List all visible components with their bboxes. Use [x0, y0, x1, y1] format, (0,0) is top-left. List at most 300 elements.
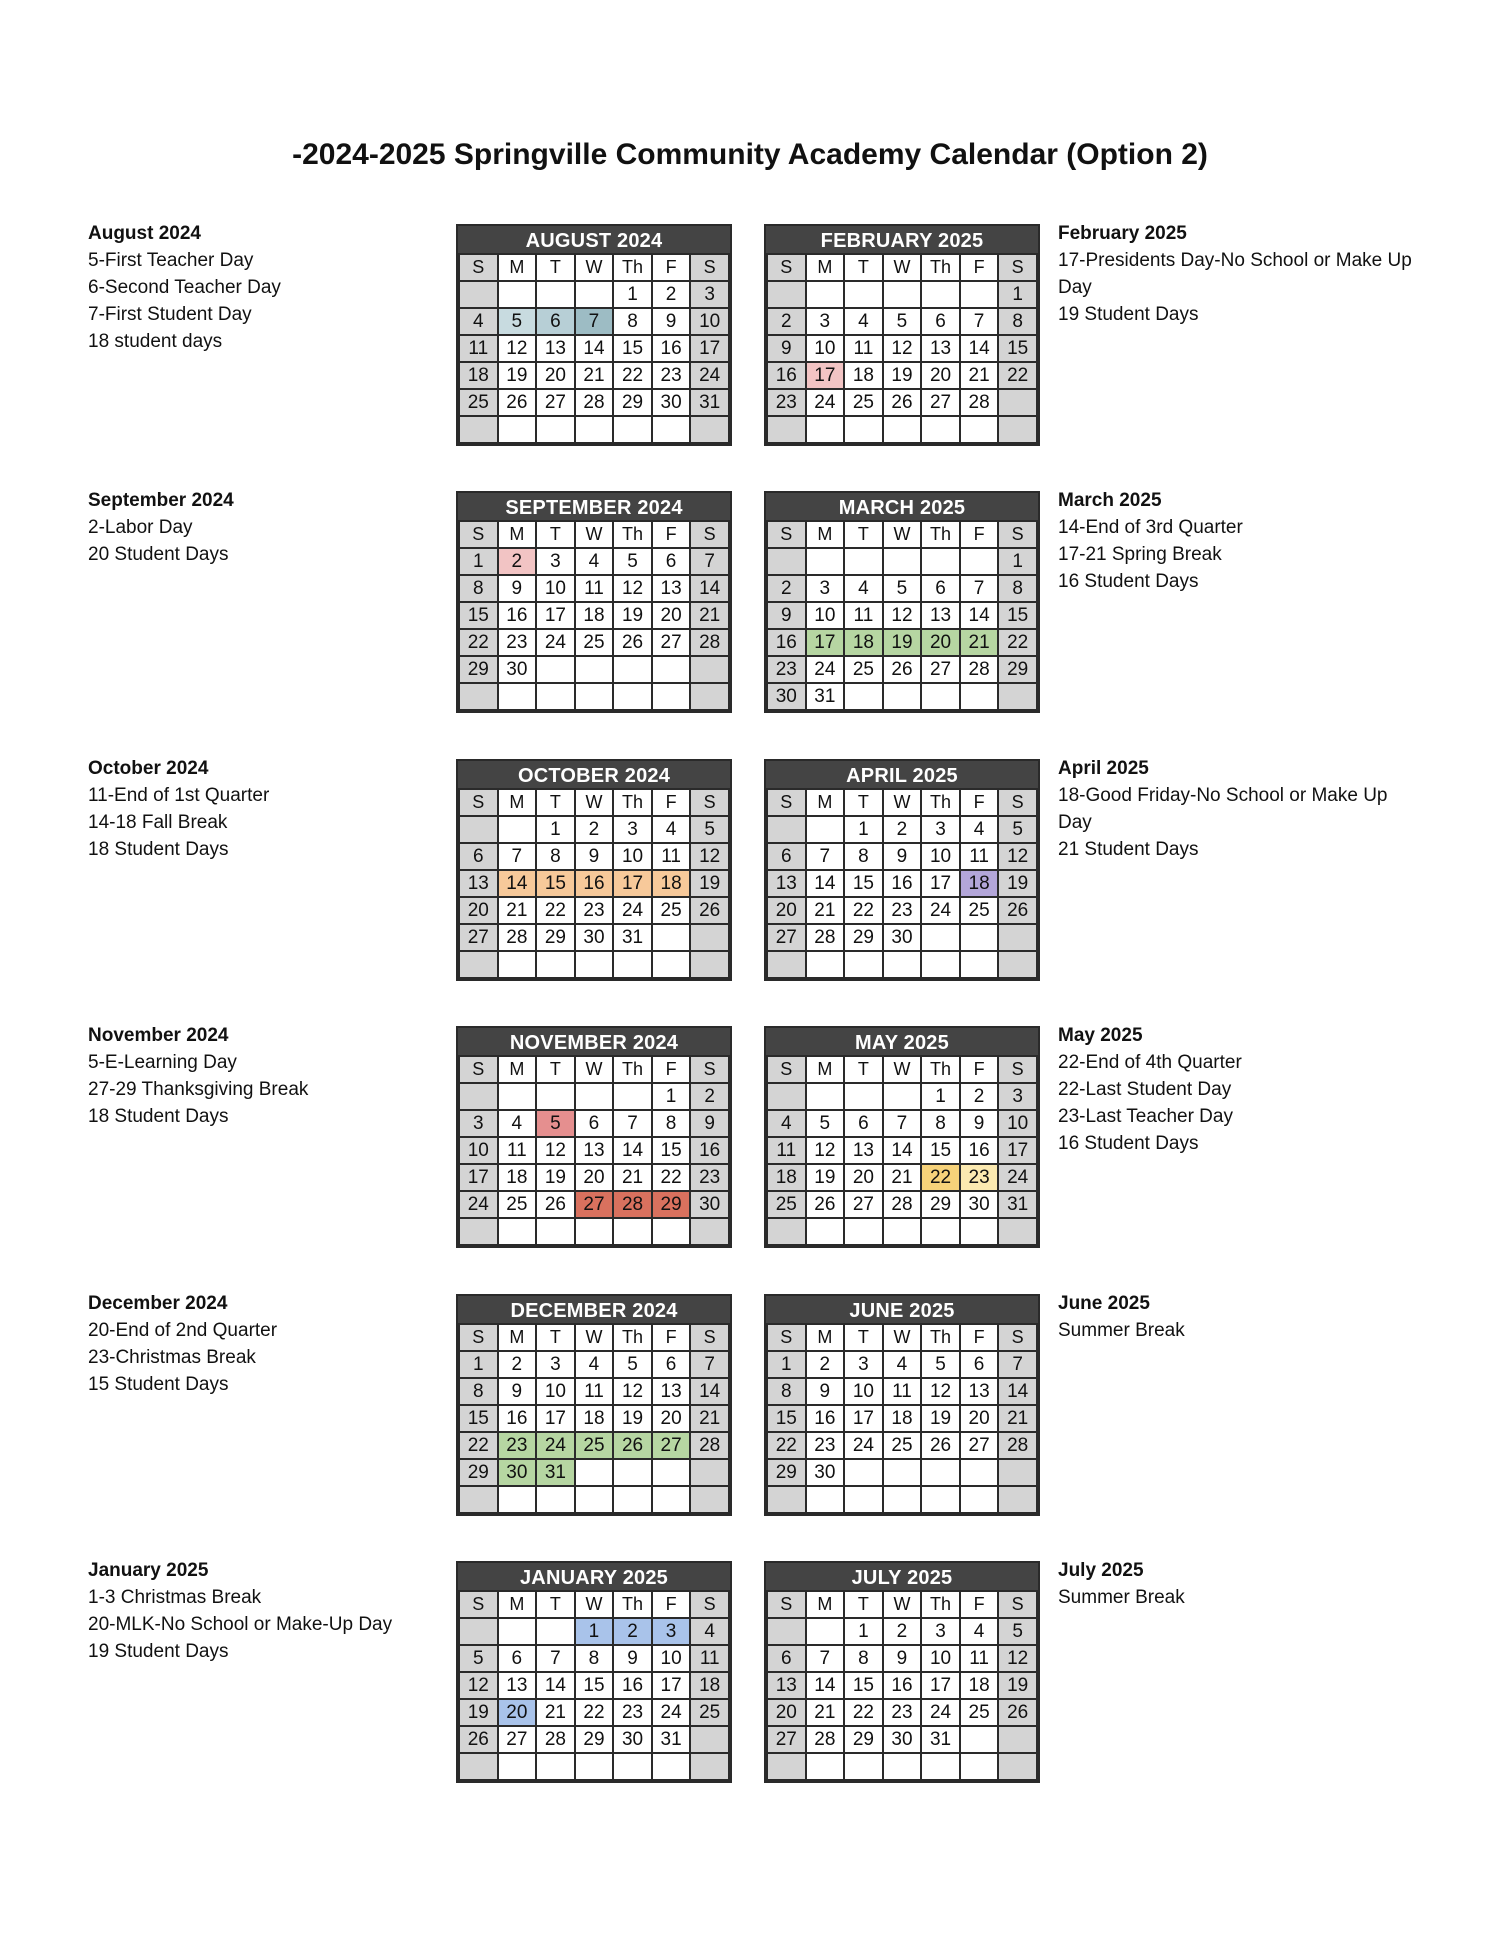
- weekday-label: S: [690, 1056, 729, 1083]
- empty-cell: [498, 1753, 537, 1780]
- day-cell: 28: [498, 924, 537, 951]
- day-cell: 17: [921, 870, 960, 897]
- day-cell: 3: [844, 1351, 883, 1378]
- day-cell: 23: [767, 656, 806, 683]
- weekday-label: W: [575, 789, 614, 816]
- weekday-label: S: [459, 1056, 498, 1083]
- day-cell: 17: [536, 1405, 575, 1432]
- note-march-2025: [1058, 487, 1418, 595]
- day-cell: 25: [960, 1699, 999, 1726]
- day-cell: 20: [921, 629, 960, 656]
- day-cell: 2: [690, 1083, 729, 1110]
- day-cell: 1: [536, 816, 575, 843]
- day-cell: 19: [998, 870, 1037, 897]
- weekday-label: T: [844, 1324, 883, 1351]
- empty-cell: [998, 416, 1037, 443]
- day-cell: 1: [844, 816, 883, 843]
- day-cell: 18: [883, 1405, 922, 1432]
- day-cell: 14: [613, 1137, 652, 1164]
- empty-cell: [998, 1726, 1037, 1753]
- empty-cell: [767, 1486, 806, 1513]
- day-cell: 28: [883, 1191, 922, 1218]
- week-row: [767, 1645, 1037, 1672]
- week-row: [459, 1351, 729, 1378]
- day-cell: 14: [690, 575, 729, 602]
- day-cell: 21: [806, 897, 845, 924]
- day-cell: 30: [767, 683, 806, 710]
- empty-cell: [575, 416, 614, 443]
- day-cell: 18: [960, 1672, 999, 1699]
- week-row: [767, 308, 1037, 335]
- empty-cell: [767, 1618, 806, 1645]
- note-line: 14-18 Fall Break: [88, 812, 228, 833]
- week-row: [767, 683, 1037, 710]
- note-line: 20-MLK-No School or Make-Up Day: [88, 1614, 393, 1635]
- empty-cell: [921, 683, 960, 710]
- day-cell: 12: [613, 1378, 652, 1405]
- week-row: [767, 548, 1037, 575]
- empty-cell: [575, 656, 614, 683]
- day-cell: 10: [536, 575, 575, 602]
- note-line: 6-Second Teacher Day: [88, 277, 281, 298]
- day-cell: 20: [575, 1164, 614, 1191]
- day-cell: 21: [960, 362, 999, 389]
- empty-cell: [498, 281, 537, 308]
- calendar-november-2024: [456, 1026, 732, 1248]
- day-cell: 15: [652, 1137, 691, 1164]
- weekday-label: F: [652, 521, 691, 548]
- day-cell: 23: [575, 897, 614, 924]
- empty-cell: [883, 1459, 922, 1486]
- weekday-label: Th: [921, 1056, 960, 1083]
- day-cell: 6: [960, 1351, 999, 1378]
- day-cell: 24: [459, 1191, 498, 1218]
- day-cell: 5: [690, 816, 729, 843]
- day-cell: 24: [806, 656, 845, 683]
- day-cell: 26: [613, 1432, 652, 1459]
- empty-cell: [690, 1753, 729, 1780]
- empty-cell: [459, 1486, 498, 1513]
- empty-cell: [613, 656, 652, 683]
- day-cell: 23: [883, 1699, 922, 1726]
- week-row: [767, 1672, 1037, 1699]
- day-cell: 7: [883, 1110, 922, 1137]
- day-cell: 24: [806, 389, 845, 416]
- week-row: [459, 1191, 729, 1218]
- day-cell: 20: [767, 1699, 806, 1726]
- weekday-label: Th: [613, 1324, 652, 1351]
- empty-cell: [652, 1218, 691, 1245]
- day-cell: 5: [613, 548, 652, 575]
- weekday-label: S: [459, 521, 498, 548]
- day-cell: 20: [459, 897, 498, 924]
- day-cell: 24: [998, 1164, 1037, 1191]
- month-table: [458, 1055, 730, 1246]
- note-line: 16 Student Days: [1058, 571, 1199, 592]
- empty-cell: [767, 1218, 806, 1245]
- day-cell: 30: [498, 1459, 537, 1486]
- day-cell: 10: [652, 1645, 691, 1672]
- day-cell: 28: [998, 1432, 1037, 1459]
- empty-cell: [998, 1486, 1037, 1513]
- day-cell: 15: [575, 1672, 614, 1699]
- weekday-label: T: [536, 789, 575, 816]
- week-row: [459, 1645, 729, 1672]
- day-cell: 27: [459, 924, 498, 951]
- day-cell: 11: [690, 1645, 729, 1672]
- week-row: [767, 629, 1037, 656]
- empty-cell: [767, 1753, 806, 1780]
- empty-cell: [998, 924, 1037, 951]
- note-line: 23-Christmas Break: [88, 1347, 256, 1368]
- empty-cell: [613, 1083, 652, 1110]
- note-line: 18-Good Friday-No School or Make Up Day: [1058, 785, 1388, 833]
- day-cell: 9: [498, 575, 537, 602]
- day-cell: 9: [613, 1645, 652, 1672]
- day-cell: 11: [844, 602, 883, 629]
- calendar-january-2025: [456, 1561, 732, 1783]
- day-cell: 13: [844, 1137, 883, 1164]
- empty-cell: [498, 416, 537, 443]
- month-header: NOVEMBER 2024: [458, 1028, 730, 1055]
- empty-cell: [844, 548, 883, 575]
- note-january-2025: [88, 1557, 418, 1665]
- weekday-label: S: [767, 521, 806, 548]
- weekday-label: Th: [613, 521, 652, 548]
- day-cell: 1: [998, 548, 1037, 575]
- month-table: [458, 1590, 730, 1781]
- day-cell: 4: [960, 816, 999, 843]
- empty-cell: [844, 1459, 883, 1486]
- day-cell: 14: [498, 870, 537, 897]
- day-cell: 25: [575, 629, 614, 656]
- day-cell: 19: [998, 1672, 1037, 1699]
- weekday-label: T: [844, 254, 883, 281]
- day-cell: 27: [767, 924, 806, 951]
- month-header: JANUARY 2025: [458, 1563, 730, 1590]
- day-cell: 10: [844, 1378, 883, 1405]
- day-cell: 26: [498, 389, 537, 416]
- weekday-label: T: [536, 1056, 575, 1083]
- empty-cell: [536, 1618, 575, 1645]
- weekday-label: W: [883, 1324, 922, 1351]
- day-cell: 7: [575, 308, 614, 335]
- week-row: [459, 575, 729, 602]
- day-cell: 3: [806, 575, 845, 602]
- day-cell: 22: [767, 1432, 806, 1459]
- weekday-label: M: [806, 1324, 845, 1351]
- day-cell: 10: [459, 1137, 498, 1164]
- empty-cell: [575, 1083, 614, 1110]
- weekday-label: S: [998, 1324, 1037, 1351]
- day-cell: 20: [844, 1164, 883, 1191]
- day-cell: 25: [498, 1191, 537, 1218]
- day-cell: 21: [575, 362, 614, 389]
- day-cell: 22: [998, 362, 1037, 389]
- day-cell: 1: [767, 1351, 806, 1378]
- day-cell: 28: [960, 389, 999, 416]
- empty-cell: [690, 951, 729, 978]
- week-row: [459, 1432, 729, 1459]
- weekday-label: T: [536, 521, 575, 548]
- note-line: 5-First Teacher Day: [88, 250, 254, 271]
- calendar-april-2025: [764, 759, 1040, 981]
- day-cell: 9: [883, 1645, 922, 1672]
- day-cell: 11: [767, 1137, 806, 1164]
- month-header: AUGUST 2024: [458, 226, 730, 253]
- day-cell: 23: [498, 1432, 537, 1459]
- week-row: [767, 575, 1037, 602]
- day-cell: 29: [575, 1726, 614, 1753]
- day-cell: 1: [652, 1083, 691, 1110]
- day-cell: 28: [613, 1191, 652, 1218]
- weekday-label: M: [806, 1056, 845, 1083]
- day-cell: 7: [498, 843, 537, 870]
- day-cell: 22: [844, 897, 883, 924]
- day-cell: 3: [921, 1618, 960, 1645]
- day-cell: 19: [806, 1164, 845, 1191]
- week-row: [459, 656, 729, 683]
- empty-cell: [690, 656, 729, 683]
- day-cell: 14: [960, 335, 999, 362]
- empty-cell: [960, 1726, 999, 1753]
- day-cell: 30: [652, 389, 691, 416]
- day-cell: 27: [921, 656, 960, 683]
- weekday-label: S: [459, 254, 498, 281]
- note-august-2024: [88, 220, 418, 355]
- day-cell: 24: [652, 1699, 691, 1726]
- empty-cell: [844, 951, 883, 978]
- note-line: 7-First Student Day: [88, 304, 252, 325]
- week-row: [767, 816, 1037, 843]
- day-cell: 14: [690, 1378, 729, 1405]
- day-cell: 18: [459, 362, 498, 389]
- day-cell: 9: [767, 335, 806, 362]
- empty-cell: [960, 1486, 999, 1513]
- week-row: [767, 924, 1037, 951]
- calendar-march-2025: [764, 491, 1040, 713]
- day-cell: 10: [806, 335, 845, 362]
- day-cell: 19: [883, 362, 922, 389]
- weekday-label: S: [459, 1591, 498, 1618]
- empty-cell: [883, 1753, 922, 1780]
- week-row: [459, 1672, 729, 1699]
- day-cell: 10: [921, 1645, 960, 1672]
- day-cell: 22: [921, 1164, 960, 1191]
- day-cell: 25: [652, 897, 691, 924]
- day-cell: 8: [613, 308, 652, 335]
- day-cell: 8: [459, 575, 498, 602]
- day-cell: 28: [536, 1726, 575, 1753]
- weekday-label: S: [767, 1591, 806, 1618]
- day-cell: 19: [883, 629, 922, 656]
- empty-cell: [613, 416, 652, 443]
- empty-cell: [536, 281, 575, 308]
- weekday-label: T: [536, 1324, 575, 1351]
- day-cell: 28: [575, 389, 614, 416]
- note-heading: November 2024: [88, 1025, 229, 1046]
- day-cell: 13: [767, 870, 806, 897]
- weekday-label: T: [844, 789, 883, 816]
- week-row: [767, 1218, 1037, 1245]
- month-header: MAY 2025: [766, 1028, 1038, 1055]
- day-cell: 2: [883, 1618, 922, 1645]
- day-cell: 6: [498, 1645, 537, 1672]
- week-row: [459, 843, 729, 870]
- note-line: 20-End of 2nd Quarter: [88, 1320, 278, 1341]
- note-line: 20 Student Days: [88, 544, 229, 565]
- day-cell: 29: [459, 656, 498, 683]
- day-cell: 17: [998, 1137, 1037, 1164]
- month-table: [766, 520, 1038, 711]
- empty-cell: [883, 1486, 922, 1513]
- note-heading: August 2024: [88, 223, 201, 244]
- note-april-2025: [1058, 755, 1418, 863]
- weekday-label: S: [767, 254, 806, 281]
- day-cell: 8: [767, 1378, 806, 1405]
- note-heading: May 2025: [1058, 1025, 1143, 1046]
- day-cell: 24: [690, 362, 729, 389]
- month-table: [766, 1590, 1038, 1781]
- week-row: [459, 1699, 729, 1726]
- week-row: [767, 1618, 1037, 1645]
- day-cell: 21: [806, 1699, 845, 1726]
- day-cell: 4: [844, 575, 883, 602]
- empty-cell: [921, 1459, 960, 1486]
- note-line: 1-3 Christmas Break: [88, 1587, 262, 1608]
- day-cell: 7: [536, 1645, 575, 1672]
- day-cell: 10: [536, 1378, 575, 1405]
- week-row: [767, 389, 1037, 416]
- day-cell: 27: [844, 1191, 883, 1218]
- note-heading: October 2024: [88, 758, 209, 779]
- week-row: [767, 870, 1037, 897]
- empty-cell: [883, 951, 922, 978]
- month-header: JULY 2025: [766, 1563, 1038, 1590]
- weekday-label: F: [960, 1324, 999, 1351]
- week-row: [459, 1218, 729, 1245]
- day-cell: 4: [883, 1351, 922, 1378]
- empty-cell: [459, 683, 498, 710]
- note-july-2025: [1058, 1557, 1418, 1611]
- weekday-label: S: [998, 789, 1037, 816]
- week-row: [767, 897, 1037, 924]
- empty-cell: [652, 951, 691, 978]
- day-cell: 3: [652, 1618, 691, 1645]
- weekday-label: W: [575, 254, 614, 281]
- note-heading: April 2025: [1058, 758, 1149, 779]
- calendar-october-2024: [456, 759, 732, 981]
- empty-cell: [652, 656, 691, 683]
- empty-cell: [498, 1618, 537, 1645]
- day-cell: 22: [998, 629, 1037, 656]
- day-cell: 8: [998, 575, 1037, 602]
- note-line: 18 Student Days: [88, 1106, 229, 1127]
- week-row: [459, 683, 729, 710]
- empty-cell: [767, 281, 806, 308]
- page-title: -2024-2025 Springville Community Academy Calendar (Option 2): [292, 138, 1208, 171]
- empty-cell: [536, 1218, 575, 1245]
- day-cell: 4: [575, 548, 614, 575]
- day-cell: 8: [459, 1378, 498, 1405]
- day-cell: 15: [998, 602, 1037, 629]
- day-cell: 16: [498, 602, 537, 629]
- weekday-label: M: [498, 521, 537, 548]
- weekday-label: S: [767, 789, 806, 816]
- day-cell: 9: [883, 843, 922, 870]
- week-row: [459, 1378, 729, 1405]
- empty-cell: [767, 548, 806, 575]
- day-cell: 2: [767, 575, 806, 602]
- week-row: [459, 1137, 729, 1164]
- day-cell: 24: [921, 897, 960, 924]
- day-cell: 18: [652, 870, 691, 897]
- day-cell: 13: [459, 870, 498, 897]
- weekday-label: Th: [921, 1324, 960, 1351]
- day-cell: 16: [575, 870, 614, 897]
- weekday-label: S: [690, 789, 729, 816]
- day-cell: 13: [767, 1672, 806, 1699]
- day-cell: 23: [806, 1432, 845, 1459]
- day-cell: 7: [806, 843, 845, 870]
- day-cell: 7: [960, 308, 999, 335]
- week-row: [767, 656, 1037, 683]
- day-cell: 11: [459, 335, 498, 362]
- day-cell: 5: [883, 308, 922, 335]
- week-row: [459, 416, 729, 443]
- day-cell: 5: [613, 1351, 652, 1378]
- empty-cell: [960, 281, 999, 308]
- weekday-label: W: [883, 521, 922, 548]
- weekday-label: F: [652, 1591, 691, 1618]
- day-cell: 2: [652, 281, 691, 308]
- day-cell: 30: [613, 1726, 652, 1753]
- month-table: [766, 788, 1038, 979]
- week-row: [459, 1753, 729, 1780]
- weekday-label: F: [652, 254, 691, 281]
- day-cell: 20: [921, 362, 960, 389]
- day-cell: 30: [883, 1726, 922, 1753]
- weekday-label: Th: [613, 1056, 652, 1083]
- weekday-label: W: [575, 521, 614, 548]
- empty-cell: [960, 416, 999, 443]
- day-cell: 3: [613, 816, 652, 843]
- day-cell: 15: [844, 870, 883, 897]
- day-cell: 26: [536, 1191, 575, 1218]
- weekday-label: S: [767, 1056, 806, 1083]
- empty-cell: [459, 816, 498, 843]
- empty-cell: [575, 1753, 614, 1780]
- empty-cell: [806, 1218, 845, 1245]
- week-row: [767, 843, 1037, 870]
- empty-cell: [459, 281, 498, 308]
- week-row: [767, 1432, 1037, 1459]
- day-cell: 26: [459, 1726, 498, 1753]
- note-line: 23-Last Teacher Day: [1058, 1106, 1233, 1127]
- month-header: APRIL 2025: [766, 761, 1038, 788]
- day-cell: 19: [921, 1405, 960, 1432]
- day-cell: 28: [806, 924, 845, 951]
- empty-cell: [690, 416, 729, 443]
- day-cell: 18: [767, 1164, 806, 1191]
- day-cell: 3: [690, 281, 729, 308]
- empty-cell: [575, 1459, 614, 1486]
- week-row: [459, 281, 729, 308]
- empty-cell: [767, 1083, 806, 1110]
- day-cell: 31: [998, 1191, 1037, 1218]
- day-cell: 14: [998, 1378, 1037, 1405]
- day-cell: 14: [806, 870, 845, 897]
